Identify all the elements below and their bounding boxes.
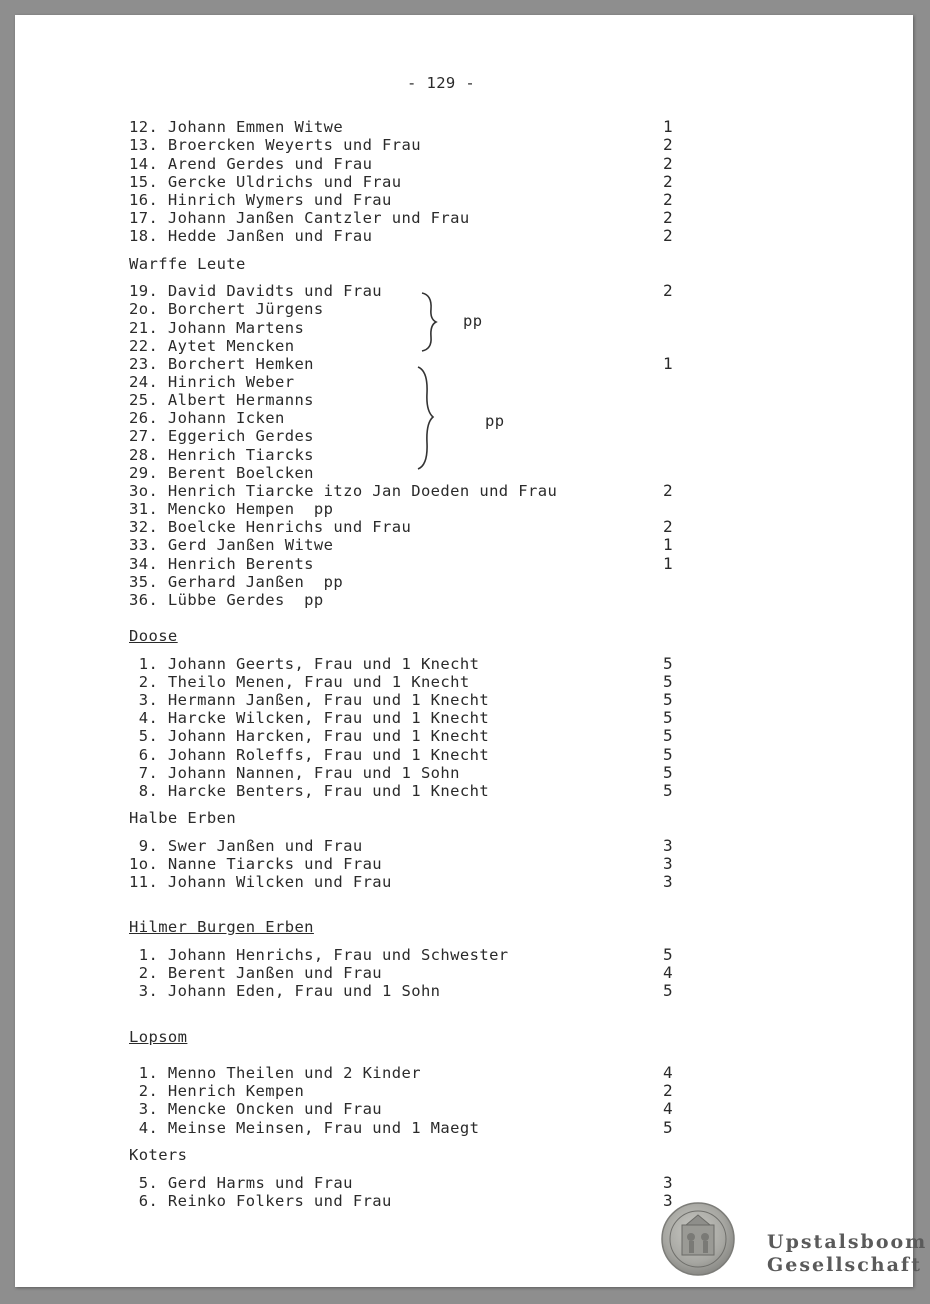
entry-text: 27. Eggerich Gerdes <box>129 427 314 445</box>
entry-count: 4 <box>663 1099 673 1118</box>
entry-text: 11. Johann Wilcken und Frau <box>129 873 392 891</box>
entry-text: 14. Arend Gerdes und Frau <box>129 155 373 173</box>
entry-text: 1. Johann Geerts, Frau und 1 Knecht <box>129 655 480 673</box>
entry-text: 23. Borchert Hemken <box>129 355 314 373</box>
entry-count: 3 <box>663 872 673 891</box>
entry-text: 18. Hedde Janßen und Frau <box>129 227 373 245</box>
entry-text: 26. Johann Icken <box>129 409 285 427</box>
bracket-brace-2 <box>415 365 437 471</box>
entry-text: 1. Menno Theilen und 2 Kinder <box>129 1064 421 1082</box>
entry-count: 5 <box>663 1118 673 1137</box>
entry-count: 3 <box>663 836 673 855</box>
entry-text: 17. Johann Janßen Cantzler und Frau <box>129 209 470 227</box>
entry-text: 5. Johann Harcken, Frau und 1 Knecht <box>129 727 490 745</box>
entry-text: 31. Mencko Hempen pp <box>129 500 334 518</box>
logo-wordmark <box>767 1231 927 1277</box>
entry-text: 2. Theilo Menen, Frau und 1 Knecht <box>129 673 470 691</box>
entry-count: 4 <box>663 963 673 982</box>
entry-count: 2 <box>663 154 673 173</box>
entry-text: 3. Johann Eden, Frau und 1 Sohn <box>129 982 441 1000</box>
section-heading: Koters <box>129 1146 188 1164</box>
entry-text: 5. Gerd Harms und Frau <box>129 1174 353 1192</box>
entry-text: 19. David Davidts und Frau <box>129 282 383 300</box>
section-heading: Lopsom <box>129 1028 188 1046</box>
logo-line-2: Gesellschaft <box>767 1254 922 1276</box>
entry-text: 6. Johann Roleffs, Frau und 1 Knecht <box>129 746 490 764</box>
entry-count: 3 <box>663 1173 673 1192</box>
entry-text: 15. Gercke Uldrichs und Frau <box>129 173 402 191</box>
entry-text: 6. Reinko Folkers und Frau <box>129 1192 392 1210</box>
entry-text: 12. Johann Emmen Witwe <box>129 118 344 136</box>
document-page <box>15 15 928 1287</box>
section-heading: Hilmer Burgen Erben <box>129 918 314 936</box>
entry-text: 25. Albert Hermanns <box>129 391 314 409</box>
seal-icon <box>660 1201 736 1277</box>
entry-count: 2 <box>663 226 673 245</box>
bracket-note-2: pp <box>485 412 505 430</box>
entry-count: 5 <box>663 672 673 691</box>
entry-text: 2. Henrich Kempen <box>129 1082 305 1100</box>
entry-text: 1. Johann Henrichs, Frau und Schwester <box>129 946 509 964</box>
entry-count: 2 <box>663 281 673 300</box>
entry-text: 8. Harcke Benters, Frau und 1 Knecht <box>129 782 490 800</box>
entry-text: 2o. Borchert Jürgens <box>129 300 324 318</box>
entry-text: 21. Johann Martens <box>129 319 305 337</box>
entry-count: 5 <box>663 745 673 764</box>
section-heading: Halbe Erben <box>129 809 237 827</box>
entry-text: 3. Mencke Oncken und Frau <box>129 1100 383 1118</box>
section-heading: Warffe Leute <box>129 255 246 273</box>
entry-count: 5 <box>663 708 673 727</box>
entry-count: 3 <box>663 854 673 873</box>
entry-count: 2 <box>663 135 673 154</box>
entry-text: 16. Hinrich Wymers und Frau <box>129 191 392 209</box>
entry-count: 5 <box>663 690 673 709</box>
entry-text: 35. Gerhard Janßen pp <box>129 573 344 591</box>
entry-count: 1 <box>663 535 673 554</box>
bracket-brace-1 <box>420 291 440 353</box>
entry-text: 22. Aytet Mencken <box>129 337 295 355</box>
entry-count: 5 <box>663 945 673 964</box>
entry-count: 5 <box>663 763 673 782</box>
entry-text: 33. Gerd Janßen Witwe <box>129 536 334 554</box>
entry-text: 32. Boelcke Henrichs und Frau <box>129 518 412 536</box>
page-number: - 129 - <box>407 74 476 92</box>
entry-text: 34. Henrich Berents <box>129 555 314 573</box>
entry-count: 1 <box>663 117 673 136</box>
entry-count: 2 <box>663 1081 673 1100</box>
entry-text: 4. Harcke Wilcken, Frau und 1 Knecht <box>129 709 490 727</box>
entry-count: 4 <box>663 1063 673 1082</box>
entry-count: 2 <box>663 208 673 227</box>
entry-count: 5 <box>663 726 673 745</box>
entry-text: 4. Meinse Meinsen, Frau und 1 Maegt <box>129 1119 480 1137</box>
entry-text: 28. Henrich Tiarcks <box>129 446 314 464</box>
logo-line-1: Upstalsboom <box>767 1231 928 1253</box>
entry-text: 1o. Nanne Tiarcks und Frau <box>129 855 383 873</box>
entry-text: 36. Lübbe Gerdes pp <box>129 591 324 609</box>
entry-count: 2 <box>663 190 673 209</box>
entry-count: 1 <box>663 554 673 573</box>
bracket-note-1: pp <box>463 312 483 330</box>
entry-count: 2 <box>663 481 673 500</box>
entry-text: 24. Hinrich Weber <box>129 373 295 391</box>
section-heading: Doose <box>129 627 178 645</box>
entry-count: 1 <box>663 354 673 373</box>
entry-count: 2 <box>663 172 673 191</box>
entry-count: 5 <box>663 981 673 1000</box>
entry-count: 3 <box>663 1191 673 1210</box>
entry-text: 2. Berent Janßen und Frau <box>129 964 383 982</box>
entry-text: 3. Hermann Janßen, Frau und 1 Knecht <box>129 691 490 709</box>
entry-text: 9. Swer Janßen und Frau <box>129 837 363 855</box>
entry-text: 29. Berent Boelcken <box>129 464 314 482</box>
entry-count: 2 <box>663 517 673 536</box>
entry-text: 3o. Henrich Tiarcke itzo Jan Doeden und Frau <box>129 482 558 500</box>
entry-count: 5 <box>663 654 673 673</box>
entry-count: 5 <box>663 781 673 800</box>
entry-text: 13. Broercken Weyerts und Frau <box>129 136 421 154</box>
entry-text: 7. Johann Nannen, Frau und 1 Sohn <box>129 764 460 782</box>
